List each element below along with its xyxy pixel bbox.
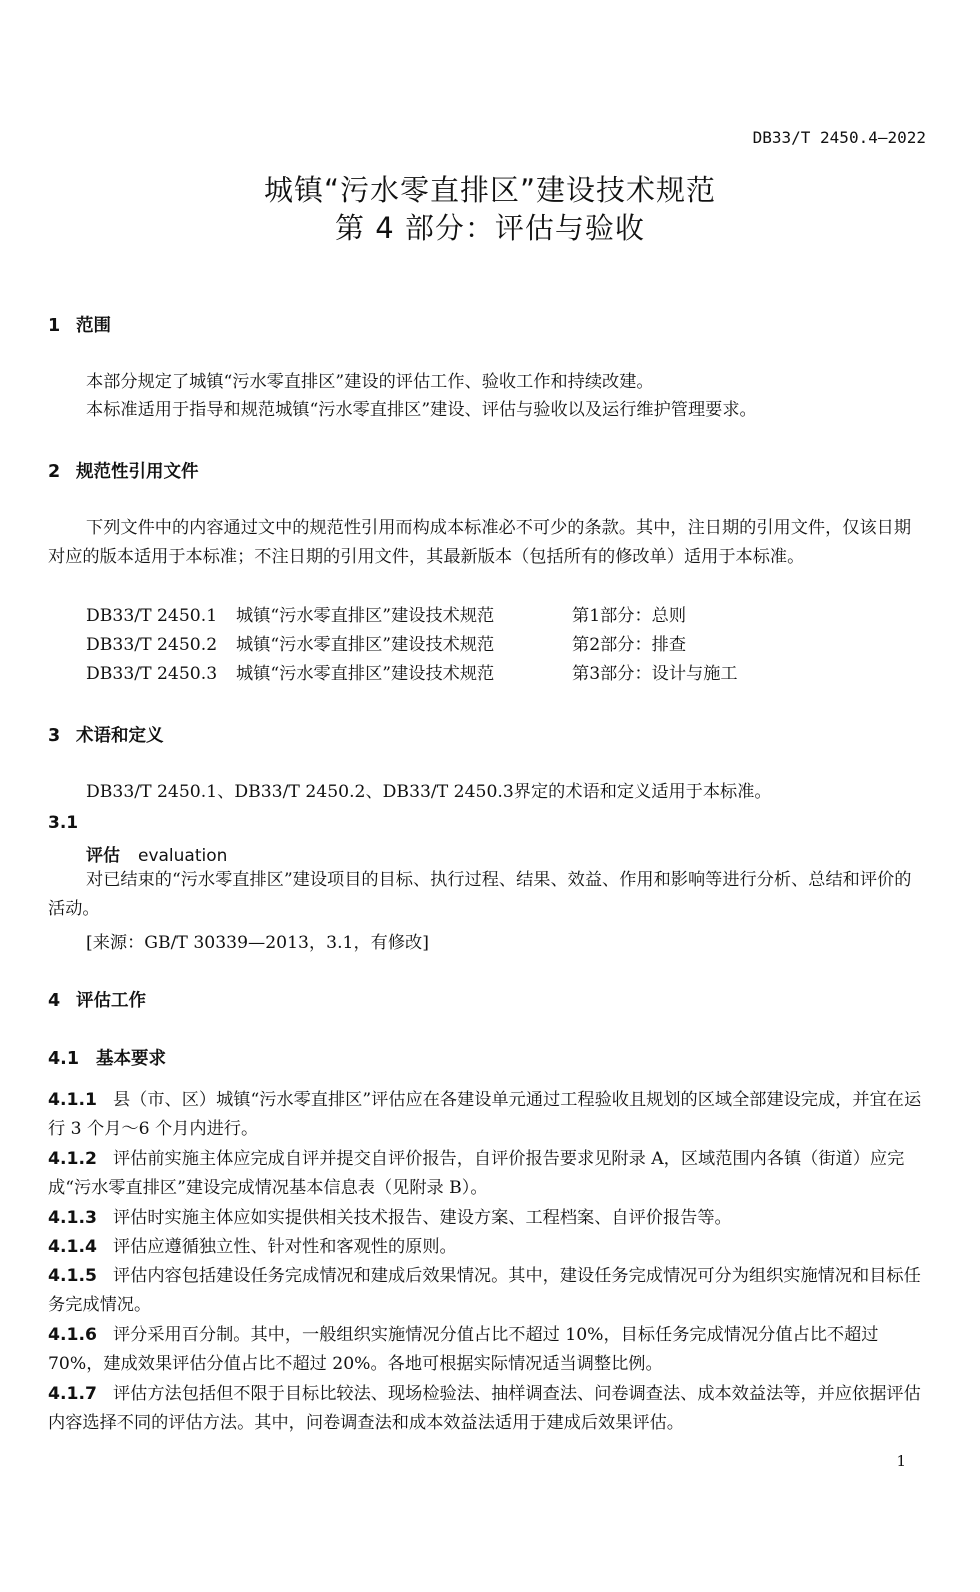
- subsection-title: 基本要求: [96, 1049, 166, 1069]
- clause-text: 县（市、区）城镇“污水零直排区”评估应在各建设单元通过工程验收且规划的区域全部建设完成，并宜在运行 3 个月～6 个月内进行。: [48, 1090, 922, 1139]
- clause: [48, 1262, 928, 1320]
- section-heading-terms: [48, 722, 164, 747]
- clause: [48, 1233, 928, 1262]
- section-title: 术语和定义: [76, 726, 164, 746]
- clause: [48, 1321, 928, 1379]
- section-title: 规范性引用文件: [76, 462, 199, 482]
- term-name: [86, 841, 227, 866]
- term-definition: 对已结束的“污水零直排区”建设项目的目标、执行过程、结果、效益、作用和影响等进行分析、总结和评价的活动。: [48, 870, 912, 919]
- reference-title: 城镇“污水零直排区”建设技术规范: [236, 635, 495, 655]
- clause-number: 4.1.5: [48, 1266, 97, 1286]
- section-heading-scope: [48, 312, 111, 337]
- section-heading-evaluation: [48, 987, 146, 1012]
- clause-number: 4.1.2: [48, 1149, 97, 1169]
- clause-number: 4.1.1: [48, 1090, 97, 1110]
- reference-item: [86, 660, 738, 689]
- clause-number: 4.1.6: [48, 1325, 97, 1345]
- reference-item: [86, 602, 686, 631]
- term-number: 3.1: [48, 813, 79, 833]
- clause: [48, 1380, 928, 1438]
- term-source: [来源：GB/T 30339—2013，3.1，有修改]: [86, 933, 429, 953]
- clause-number: 4.1.7: [48, 1384, 97, 1404]
- clause-number: 4.1.3: [48, 1208, 97, 1228]
- clause: [48, 1145, 928, 1203]
- clause-text: 评估内容包括建设任务完成情况和建成后效果情况。其中，建设任务完成情况可分为组织实施情况和目标任务完成情况。: [48, 1266, 921, 1315]
- section-number: 4: [48, 991, 61, 1011]
- clause-number: 4.1.4: [48, 1237, 97, 1257]
- document-code: DB33/T 2450.4—2022: [752, 128, 926, 147]
- document-title: 城镇“污水零直排区”建设技术规范: [263, 173, 717, 207]
- page-number: 1: [896, 1452, 906, 1470]
- section-number: 2: [48, 462, 61, 482]
- term-name-zh: 评估: [86, 846, 120, 866]
- clause: [48, 1086, 928, 1144]
- section-number: 3: [48, 726, 61, 746]
- reference-item: [86, 631, 686, 660]
- references-intro: 下列文件中的内容通过文中的规范性引用而构成本标准必不可少的条款。其中，注日期的引用文件，仅该日期对应的版本适用于本标准；不注日期的引用文件，其最新版本（包括所有的修改单）适用于本标准。: [48, 518, 912, 567]
- reference-code: DB33/T 2450.3: [86, 664, 218, 684]
- document-subtitle: 第 4 部分：评估与验收: [335, 211, 645, 245]
- clause-text: 评估前实施主体应完成自评并提交自评价报告，自评价报告要求见附录 A，区域范围内各镇（街道）应完成“污水零直排区”建设完成情况基本信息表（见附录 B）。: [48, 1149, 905, 1198]
- scope-paragraph-1: 本部分规定了城镇“污水零直排区”建设的评估工作、验收工作和持续改建。: [86, 372, 654, 392]
- reference-part: 第3部分：设计与施工: [572, 664, 738, 684]
- clause-text: 评分采用百分制。其中，一般组织实施情况分值占比不超过 10%，目标任务完成情况分值占比不超过 70%，建成效果评估分值占比不超过 20%。各地可根据实际情况适当调整比例。: [48, 1325, 879, 1374]
- reference-code: DB33/T 2450.1: [86, 606, 218, 626]
- reference-part: 第2部分：排查: [572, 635, 687, 655]
- section-number: 1: [48, 316, 61, 336]
- clause-text: 评估时实施主体应如实提供相关技术报告、建设方案、工程档案、自评价报告等。: [112, 1208, 732, 1228]
- term-name-en: evaluation: [138, 846, 228, 866]
- reference-part: 第1部分：总则: [572, 606, 687, 626]
- section-title: 范围: [76, 316, 111, 336]
- reference-title: 城镇“污水零直排区”建设技术规范: [236, 606, 495, 626]
- clause-text: 评估方法包括但不限于目标比较法、现场检验法、抽样调查法、问卷调查法、成本效益法等，并应依据评估内容选择不同的评估方法。其中，问卷调查法和成本效益法适用于建成后效果评估。: [48, 1384, 921, 1433]
- section-heading-normative-references: [48, 458, 199, 483]
- reference-title: 城镇“污水零直排区”建设技术规范: [236, 664, 495, 684]
- scope-paragraph-2: 本标准适用于指导和规范城镇“污水零直排区”建设、评估与验收以及运行维护管理要求。: [86, 400, 757, 420]
- clause: [48, 1204, 928, 1233]
- section-title: 评估工作: [76, 991, 146, 1011]
- clause-text: 评估应遵循独立性、针对性和客观性的原则。: [112, 1237, 457, 1257]
- terms-intro: DB33/T 2450.1、DB33/T 2450.2、DB33/T 2450.3界定的术语和定义适用于本标准。: [86, 782, 772, 802]
- reference-code: DB33/T 2450.2: [86, 635, 218, 655]
- subsection-heading-basic-requirements: [48, 1045, 166, 1070]
- subsection-number: 4.1: [48, 1049, 80, 1069]
